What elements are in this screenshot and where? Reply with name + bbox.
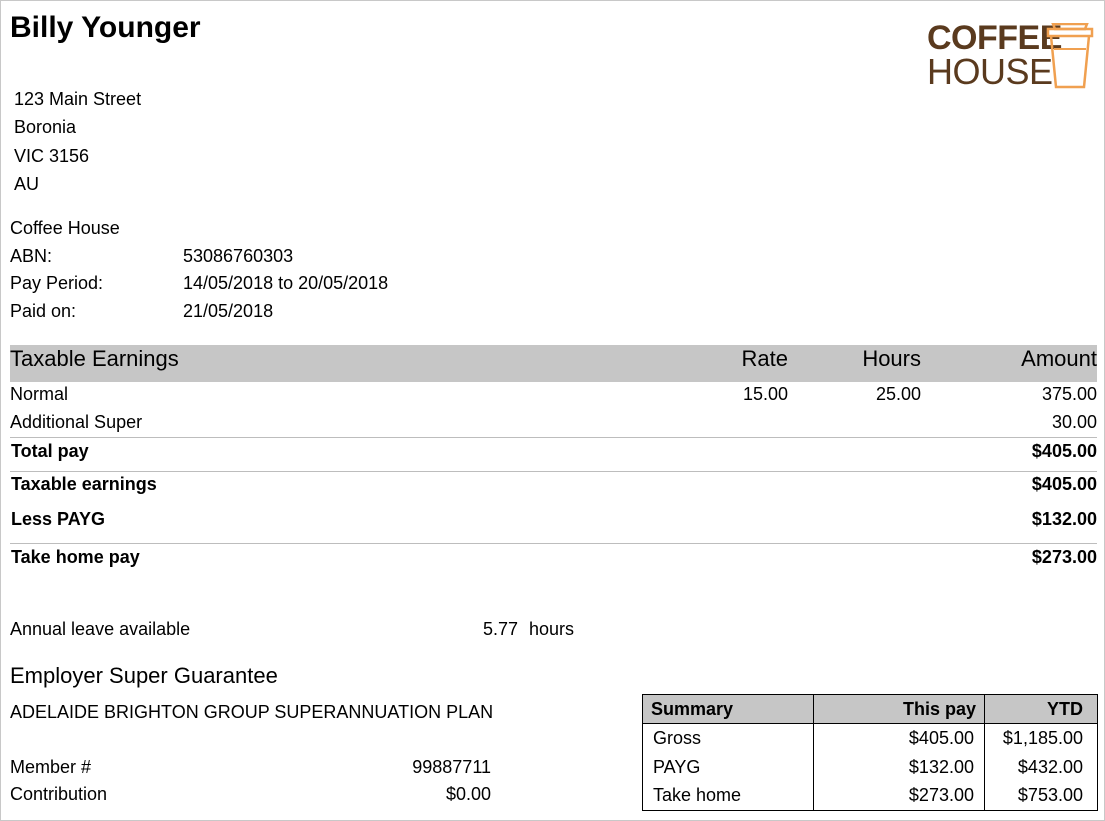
address-line-1: 123 Main Street	[14, 89, 142, 109]
address-line-2: Boronia	[14, 117, 77, 137]
total-pay-label: Total pay	[11, 441, 89, 461]
this-pay-header: This pay	[814, 695, 985, 724]
taxable-earnings-amount: $405.00	[1031, 474, 1097, 494]
take-home-pay-label: Take home pay	[11, 547, 140, 567]
address-line-4: AU	[14, 174, 40, 194]
summary-row-this-pay: $273.00	[814, 781, 985, 810]
earning-row-rate: 15.00	[742, 384, 788, 404]
divider	[10, 471, 1097, 472]
paid-on-value: 21/05/2018	[183, 301, 274, 321]
logo-line2: HOUSE	[927, 51, 1053, 92]
employee-name: Billy Younger	[10, 11, 201, 44]
summary-row-label: PAYG	[643, 753, 814, 782]
less-payg-amount: $132.00	[1031, 509, 1097, 529]
table-row	[643, 724, 1097, 753]
pay-period-value: 14/05/2018 to 20/05/2018	[183, 273, 389, 293]
abn-label: ABN:	[10, 246, 53, 266]
rate-header: Rate	[741, 346, 788, 371]
divider	[10, 437, 1097, 438]
summary-row-label: Take home	[643, 781, 814, 810]
summary-row-this-pay: $132.00	[814, 753, 985, 782]
earning-row-label: Additional Super	[10, 412, 143, 432]
summary-row-label: Gross	[643, 724, 814, 753]
earning-row-hours: 25.00	[875, 384, 921, 404]
logo-line1: COFFEE	[927, 19, 1062, 57]
table-row	[643, 753, 1097, 782]
member-label: Member #	[10, 757, 92, 777]
address-line-3: VIC 3156	[14, 146, 90, 166]
contribution-label: Contribution	[10, 784, 108, 804]
annual-leave-value: 5.77	[483, 619, 519, 639]
member-number: 99887711	[412, 757, 491, 777]
summary-table	[642, 694, 1098, 811]
summary-row-ytd: $432.00	[1017, 756, 1083, 777]
summary-row-this-pay: $405.00	[814, 724, 985, 753]
take-home-pay-amount: $273.00	[1031, 547, 1097, 567]
taxable-earnings-label: Taxable earnings	[11, 474, 157, 494]
pay-period-label: Pay Period:	[10, 273, 104, 293]
divider	[10, 543, 1097, 544]
summary-row-ytd: $753.00	[1017, 785, 1083, 806]
paid-on-label: Paid on:	[10, 301, 77, 321]
earning-row-amount: 375.00	[1041, 384, 1097, 404]
abn-value: 53086760303	[183, 246, 294, 266]
earning-row-label: Normal	[10, 384, 69, 404]
earnings-title: Taxable Earnings	[10, 346, 179, 371]
amount-header: Amount	[1021, 346, 1097, 371]
super-fund-name: ADELAIDE BRIGHTON GROUP SUPERANNUATION PLAN	[10, 702, 494, 722]
table-row	[643, 781, 1097, 810]
annual-leave-unit: hours	[529, 619, 575, 639]
hours-header: Hours	[862, 346, 921, 371]
summary-header: Summary	[643, 695, 814, 724]
earning-row-amount: 30.00	[1051, 412, 1097, 432]
contribution-value: $0.00	[445, 784, 491, 804]
coffee-house-logo	[927, 21, 1095, 91]
ytd-header: YTD	[985, 695, 1098, 724]
super-title: Employer Super Guarantee	[10, 663, 278, 688]
employer-name: Coffee House	[10, 218, 120, 238]
summary-row-ytd: $1,185.00	[1002, 727, 1083, 748]
less-payg-label: Less PAYG	[11, 509, 106, 529]
annual-leave-label: Annual leave available	[10, 619, 191, 639]
total-pay-amount: $405.00	[1031, 441, 1097, 461]
coffee-cup-icon	[1045, 23, 1095, 89]
